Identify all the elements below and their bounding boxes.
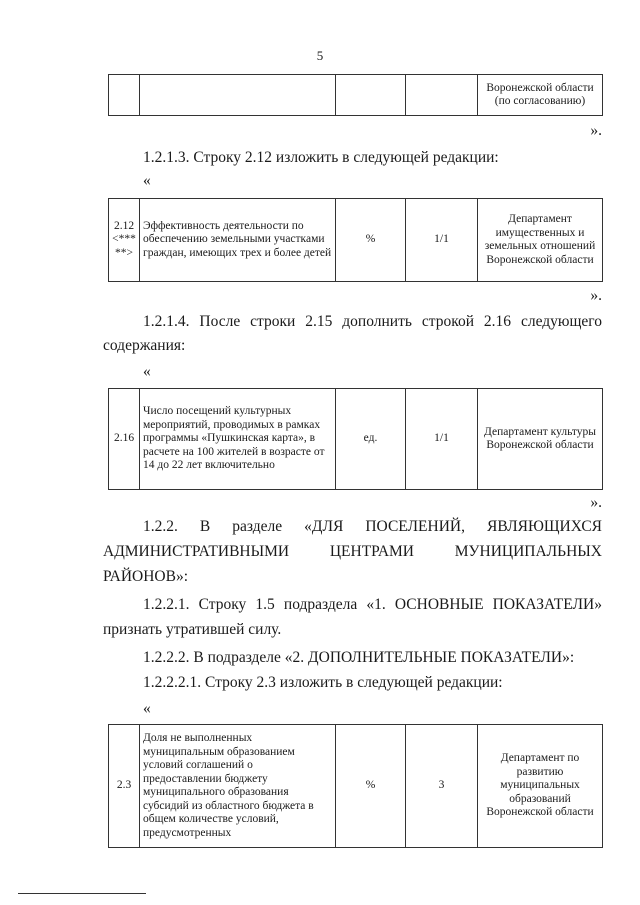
- close-quote-1: ».: [590, 122, 602, 139]
- cell-unit: [336, 75, 406, 116]
- cell-name: Эффективность деятельности по обеспечению земельными участками граждан, имеющих трех и более детей: [140, 199, 336, 282]
- cell-num: 2.16: [109, 389, 140, 490]
- cell-name: Число посещений культурных мероприятий, проводимых в рамках программы «Пушкинская карта», в расчете на 100 жителей в возрасте от 14 до 22 лет включительно: [140, 389, 336, 490]
- paragraph-1-2-2-2-1: 1.2.2.2.1. Строку 2.3 изложить в следующей редакции:: [143, 674, 503, 691]
- cell-dept: Воронежской области (по согласованию): [478, 75, 603, 116]
- paragraph-1-2-2-line1: 1.2.2. В разделе «ДЛЯ ПОСЕЛЕНИЙ, ЯВЛЯЮЩИХСЯ: [143, 518, 602, 535]
- paragraph-1-2-2-line2: АДМИНИСТРАТИВНЫМИ ЦЕНТРАМИ МУНИЦИПАЛЬНЫХ: [103, 543, 602, 560]
- cell-unit: ед.: [336, 389, 406, 490]
- paragraph-1-2-2-line3: РАЙОНОВ»:: [103, 568, 189, 585]
- table-row: [109, 389, 603, 490]
- cell-name: Доля не выполненных муниципальным образованием условий соглашений о предоставлении бюджету муниципального образования субсидий из областного бюджета в общем количестве условий, предусмотренных: [140, 725, 336, 848]
- open-quote-1: «: [143, 172, 151, 189]
- cell-dept: Департамент культуры Воронежской области: [478, 389, 603, 490]
- cell-value: 1/1: [406, 199, 478, 282]
- table-row-2-3: [108, 724, 603, 848]
- cell-value: 1/1: [406, 389, 478, 490]
- paragraph-1-2-2-1-line1: 1.2.2.1. Строку 1.5 подраздела «1. ОСНОВНЫЕ ПОКАЗАТЕЛИ»: [143, 596, 602, 613]
- cell-name: [140, 75, 336, 116]
- paragraph-1-2-1-3: 1.2.1.3. Строку 2.12 изложить в следующей редакции:: [143, 149, 499, 166]
- paragraph-1-2-1-4-line2: содержания:: [103, 337, 186, 354]
- close-quote-2: ».: [590, 287, 602, 304]
- cell-dept: Департамент имущественных и земельных отношений Воронежской области: [478, 199, 603, 282]
- close-quote-3: ».: [590, 494, 602, 511]
- page-number: 5: [316, 48, 324, 63]
- table-row-2-12: [108, 198, 603, 282]
- cell-value: [406, 75, 478, 116]
- cell-dept: Департамент по развитию муниципальных образований Воронежской области: [478, 725, 603, 848]
- paragraph-1-2-2-1-line2: признать утратившей силу.: [103, 621, 282, 638]
- cell-num: 2.12 <*** **>: [109, 199, 140, 282]
- table-row: [109, 75, 603, 116]
- open-quote-3: «: [143, 700, 151, 717]
- cell-value: 3: [406, 725, 478, 848]
- table-row-2-16: [108, 388, 603, 490]
- cell-num: [109, 75, 140, 116]
- paragraph-1-2-2-2: 1.2.2.2. В подразделе «2. ДОПОЛНИТЕЛЬНЫЕ ПОКАЗАТЕЛИ»:: [143, 649, 575, 666]
- table-row: [109, 199, 603, 282]
- cell-unit: %: [336, 725, 406, 848]
- table-row: [109, 725, 603, 848]
- cell-num: 2.3: [109, 725, 140, 848]
- paragraph-1-2-1-4-line1: 1.2.1.4. После строки 2.15 дополнить строкой 2.16 следующего: [143, 313, 602, 330]
- footnote-separator: [18, 893, 146, 894]
- cell-unit: %: [336, 199, 406, 282]
- open-quote-2: «: [143, 363, 151, 380]
- table-continuation: [108, 74, 603, 116]
